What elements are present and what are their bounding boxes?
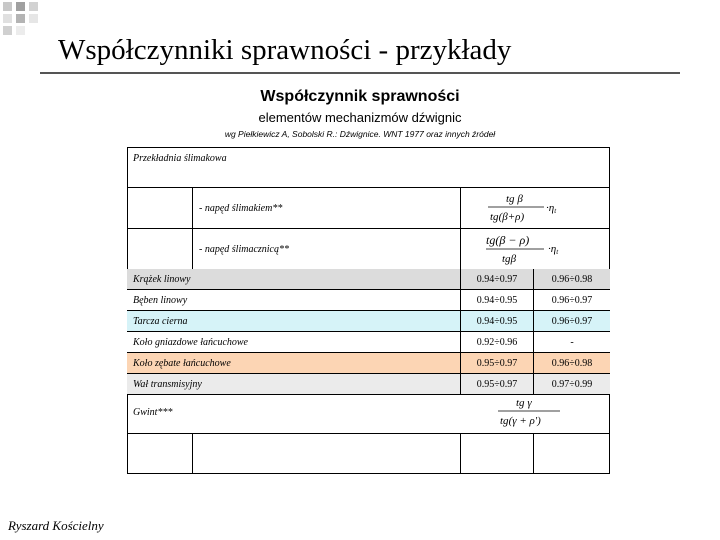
table-row [127, 332, 610, 353]
table-subheading: elementów mechanizmów dźwignic [258, 110, 462, 125]
table-row [127, 353, 610, 374]
formula-worm-drive [484, 190, 564, 226]
row-label: Bęben linowy [133, 295, 188, 306]
row-value-min: 0.95÷0.97 [460, 374, 533, 395]
col-divider [460, 433, 461, 474]
row-divider [127, 433, 610, 434]
row-divider [127, 228, 610, 229]
svg-text:·ηt: ·ηt [548, 243, 559, 256]
svg-text:tg(β − ρ): tg(β − ρ) [486, 233, 530, 247]
row-value-max: 0.96÷0.97 [533, 311, 610, 332]
row-label: Krążek linowy [133, 274, 191, 285]
row-value-max: 0.96÷0.97 [533, 290, 610, 311]
row-label: Tarcza cierna [133, 316, 188, 327]
row-value-min: 0.95÷0.97 [460, 353, 533, 374]
table-row [127, 269, 610, 290]
col-divider [192, 433, 193, 474]
row-divider [127, 187, 610, 188]
svg-text:tg γ: tg γ [516, 397, 532, 409]
svg-text:tg β: tg β [506, 193, 523, 205]
row-label: Koło zębate łańcuchowe [133, 358, 231, 369]
formula-wheel-drive [482, 231, 568, 267]
svg-text:tg(β+ρ): tg(β+ρ) [490, 211, 525, 223]
row-value-min: 0.94÷0.95 [460, 290, 533, 311]
table-row [127, 311, 610, 332]
row-value-min: 0.92÷0.96 [460, 332, 533, 353]
row-value-max: 0.96÷0.98 [533, 353, 610, 374]
worm-drive-label: - napęd ślimakiem** [199, 202, 283, 214]
table-heading: Współczynnik sprawności [260, 88, 460, 105]
row-label: Wał transmisyjny [133, 379, 202, 390]
row-value-max: 0.97÷0.99 [533, 374, 610, 395]
svg-text:tg(γ + ρ'): tg(γ + ρ') [500, 415, 541, 427]
author-name: Ryszard Kościelny [8, 518, 104, 533]
row-label: Koło gniazdowe łańcuchowe [133, 337, 248, 348]
row-value-min: 0.94÷0.95 [460, 311, 533, 332]
svg-text:·ηt: ·ηt [546, 202, 557, 215]
section-worm-gear: Przekładnia ślimakowa [133, 152, 227, 164]
row-value-min: 0.94÷0.97 [460, 269, 533, 290]
source-note: wg Piełkiewicz A, Sobolski R.: Dźwignice. WNT 1977 oraz innych źródeł [224, 129, 496, 139]
title-underline [40, 72, 680, 74]
row-value-max: 0.96÷0.98 [533, 269, 610, 290]
decorative-squares [0, 0, 60, 45]
wheel-drive-label: - napęd ślimacznicą** [199, 243, 289, 255]
formula-thread [480, 394, 570, 430]
row-value-max: - [533, 332, 610, 353]
svg-text:tgβ: tgβ [502, 253, 517, 265]
col-divider [533, 433, 534, 474]
page-title: Współczynniki sprawności - przykłady [58, 34, 512, 66]
table-row [127, 374, 610, 395]
table-row [127, 290, 610, 311]
thread-label: Gwint*** [133, 406, 173, 418]
